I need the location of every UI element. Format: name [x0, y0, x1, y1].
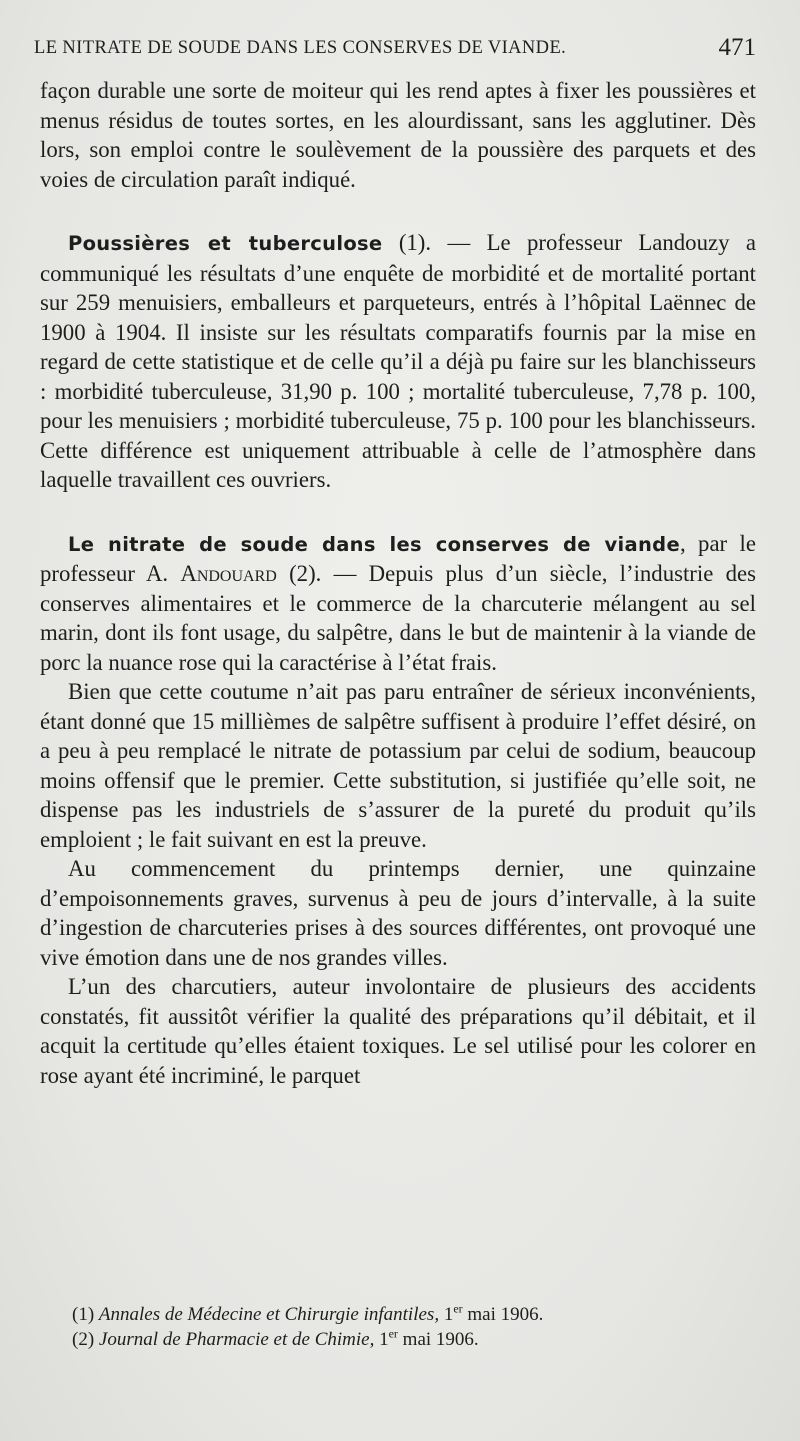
section-heading-nitrate: Le nitrate de soude dans les conserves de viande: [68, 532, 680, 556]
footnote-date: 1: [439, 1304, 454, 1325]
running-title: LE NITRATE DE SOUDE DANS LES CONSERVES DE VIANDE.: [34, 38, 567, 58]
footnote-2: [72, 1327, 762, 1352]
section-text-nitrate: Depuis plus d’un siècle, l’industrie des conserves alimentaires et le commerce de la charcuterie mélangent au sel marin, dont ils font usage, du salpêtre, dans le but de maintenir à la viande de porc la nuance rose qui la caractérise à l’état frais.: [40, 561, 756, 675]
section-nitrate: [40, 529, 756, 678]
footnote-marker: (2): [72, 1329, 95, 1350]
author-name: Andouard: [180, 561, 277, 586]
footnote-source: Annales de Médecine et Chirurgie infantiles,: [98, 1304, 440, 1325]
footnote-date-sup: er: [453, 1301, 463, 1316]
footnotes: [72, 1302, 762, 1352]
footnote-1: [72, 1302, 762, 1327]
section-heading-tuberculose: Poussières et tuberculose: [68, 232, 383, 255]
footnote-ref-1: (1). —: [382, 230, 487, 255]
section-tuberculose: [40, 228, 756, 495]
footnote-date: 1: [374, 1329, 389, 1350]
paragraph: Bien que cette coutume n’ait pas paru entraîner de sérieux inconvénients, étant donné que 15 millièmes de salpêtre suffisent à produire l’effet désiré, on a peu à peu remplacé le nitrate de potassium par celui de sodium, beaucoup moins offensif que le premier. Cette substitution, si justifiée qu’elle soit, ne dispense pas les industriels de s’assurer de la pureté du produit qu’ils emploient ; le fait suivant en est la preuve.: [40, 679, 756, 852]
continuation-paragraph: façon durable une sorte de moiteur qui les rend aptes à fixer les poussières et menus résidus de toutes sortes, en les alourdissant, sans les agglutiner. Dès lors, son emploi contre le soulèvement de la poussière des parquets et des voies de circulation paraît indiqué.: [40, 78, 756, 192]
page-number: 471: [718, 34, 756, 61]
footnote-ref-2: (2). —: [276, 561, 369, 586]
section-text-tuberculose: Le professeur Landouzy a communiqué les résultats d’une enquête de morbidité et de mortalité portant sur 259 menuisiers, emballeurs et parqueteurs, entrés à l’hôpital Laënnec de 1900 à 1904. Il insiste sur les résultats comparatifs fournis par la mise en regard de cette statistique et de celle qu’il a déjà pu faire sur les blanchisseurs : morbidité tuberculeuse, 31,90 p. 100 ; mortalité tuberculeuse, 7,78 p. 100, pour les menuisiers ; morbidité tuberculeuse, 75 p. 100 pour les blanchisseurs. Cette différence est uniquement attribuable à celle de l’atmosphère dans laquelle travaillent ces ouvriers.: [40, 230, 756, 492]
article-body: [40, 76, 756, 1090]
byline-prefix: , par le professeur A.: [40, 530, 756, 586]
footnote-date-rest: mai 1906.: [462, 1304, 544, 1325]
footnote-marker: (1): [72, 1304, 95, 1325]
footnote-source: Journal de Pharmacie et de Chimie,: [98, 1329, 375, 1350]
footnote-date-rest: mai 1906.: [397, 1329, 479, 1350]
footnote-date-sup: er: [388, 1326, 398, 1341]
running-head: [34, 34, 756, 64]
paragraph: L’un des charcutiers, auteur involontaire de plusieurs des accidents constatés, fit aussitôt vérifier la qualité des préparations qu’il débitait, et il acquit la certitude qu’elles étaient toxiques. Le sel utilisé pour les colorer en rose ayant été incriminé, le parquet: [40, 974, 756, 1088]
paragraph: Au commencement du printemps dernier, une quinzaine d’empoisonnements graves, survenus à peu de jours d’intervalle, à la suite d’ingestion de charcuteries prises à des sources différentes, ont provoqué une vive émotion dans une de nos grandes villes.: [40, 856, 756, 970]
